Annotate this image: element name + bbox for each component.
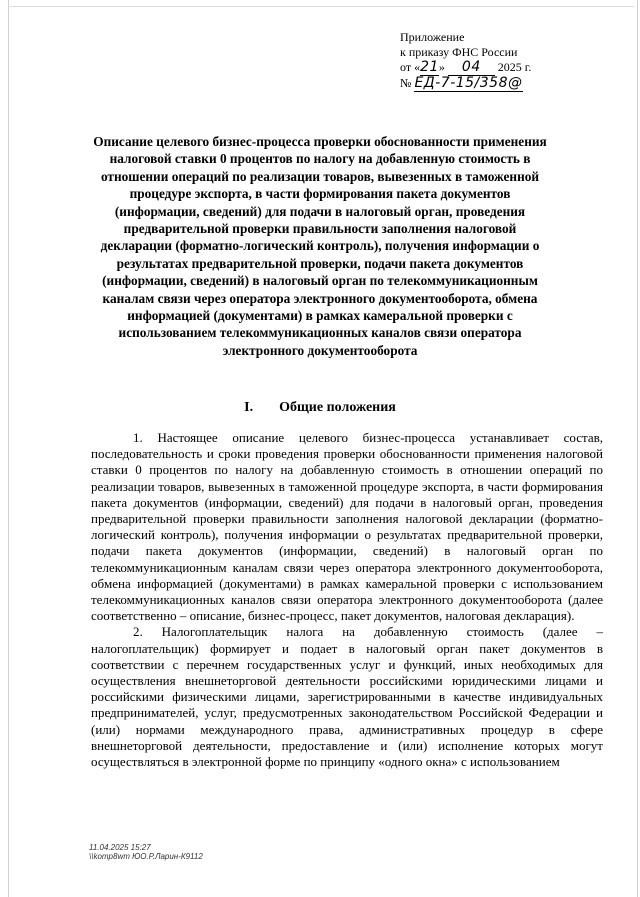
section-heading [0,400,640,416]
date-mid: » [438,60,448,74]
appendix-order: к приказу ФНС России [400,45,518,59]
appendix-block [400,30,531,92]
footer-timestamp: 11.04.2025 15:27 [89,843,151,852]
print-footer [89,843,203,861]
page-edge-right [637,0,638,897]
document-body [91,430,603,770]
paragraph-1: 1. Настоящее описание целевого бизнес-процесса устанавливает состав, последовательность и сроки проведения проверки обоснованности применения налоговой ставки 0 процентов по налогу на добавленную стоимость в отношении операций по реализации товаров, вывезенных в таможенной процедуре экспорта, в части формирования пакета документов (информации, сведений) для подачи в налоговый орган, проведения предварительной проверки правильности заполнения налоговой декларации (форматно-логический контроль), получения информации о результатах предварительной проверки, подачи пакета документов (информации, сведений) в налоговый орган по телекоммуникационным каналам связи через оператора электронного документооборота, обмена информацией (документами) в рамках камеральной проверки с использованием телекоммуникационных каналов связи оператора электронного документооборота (далее соответственно – описание, бизнес-процесс, пакет документов, налоговая декларация). [91,430,603,624]
number-prefix: № [400,76,415,90]
number-value: ЕД-7-15/358@ [414,75,523,91]
date-year: 2025 г. [494,60,532,74]
page-edge-left [8,0,9,897]
appendix-label: Приложение [400,30,465,44]
document-title: Описание целевого бизнес-процесса проверки обоснованности применения налоговой ставки 0 процентов по налогу на добавленную стоимость в отношении операций по реализации товаров, вывезенных в таможенной процедуре экспорта, в части формирования пакета документов (информации, сведений) для подачи в налоговый орган, проведения предварительной проверки правильности заполнения налоговой декларации (форматно-логический контроль), получения информации о результатах предварительной проверки, подачи пакета документов (информации, сведений) в налоговый орган по телекоммуникационным каналам связи через оператора электронного документооборота, обмена информацией (документами) в рамках камеральной проверки с использованием телекоммуникационных каналов связи оператора электронного документооборота [93,134,547,358]
date-prefix: от « [400,60,421,74]
footer-path: \\komp8wm ЮО.Р.Ларин-К9112 [89,852,203,861]
date-month: 04 [448,60,495,76]
page-edge-top [8,6,634,7]
section-number: I. [244,400,254,415]
paragraph-2: 2. Налогоплательщик налога на добавленную стоимость (далее – налогоплательщик) формирует и подает в налоговый орган пакет документов в соответствии с перечнем государственных услуг и функций, иных необходимых для осуществления внешнеторговой деятельности российскими юридическими лицами и российскими физическими лицами, зарегистрированными в качестве индивидуальных предпринимателей, услуг, предусмотренных законодательством Российской Федерации и (или) нормами международного права, административных процедур в сфере внешнеторговой деятельности, предоставление и (или) исполнение которых могут осуществляться в электронной форме по принципу «одного окна» с использованием [91,624,603,770]
section-title: Общие положения [279,400,396,415]
appendix-date [400,60,531,76]
appendix-number [400,76,531,92]
date-day: 21 [420,59,439,75]
